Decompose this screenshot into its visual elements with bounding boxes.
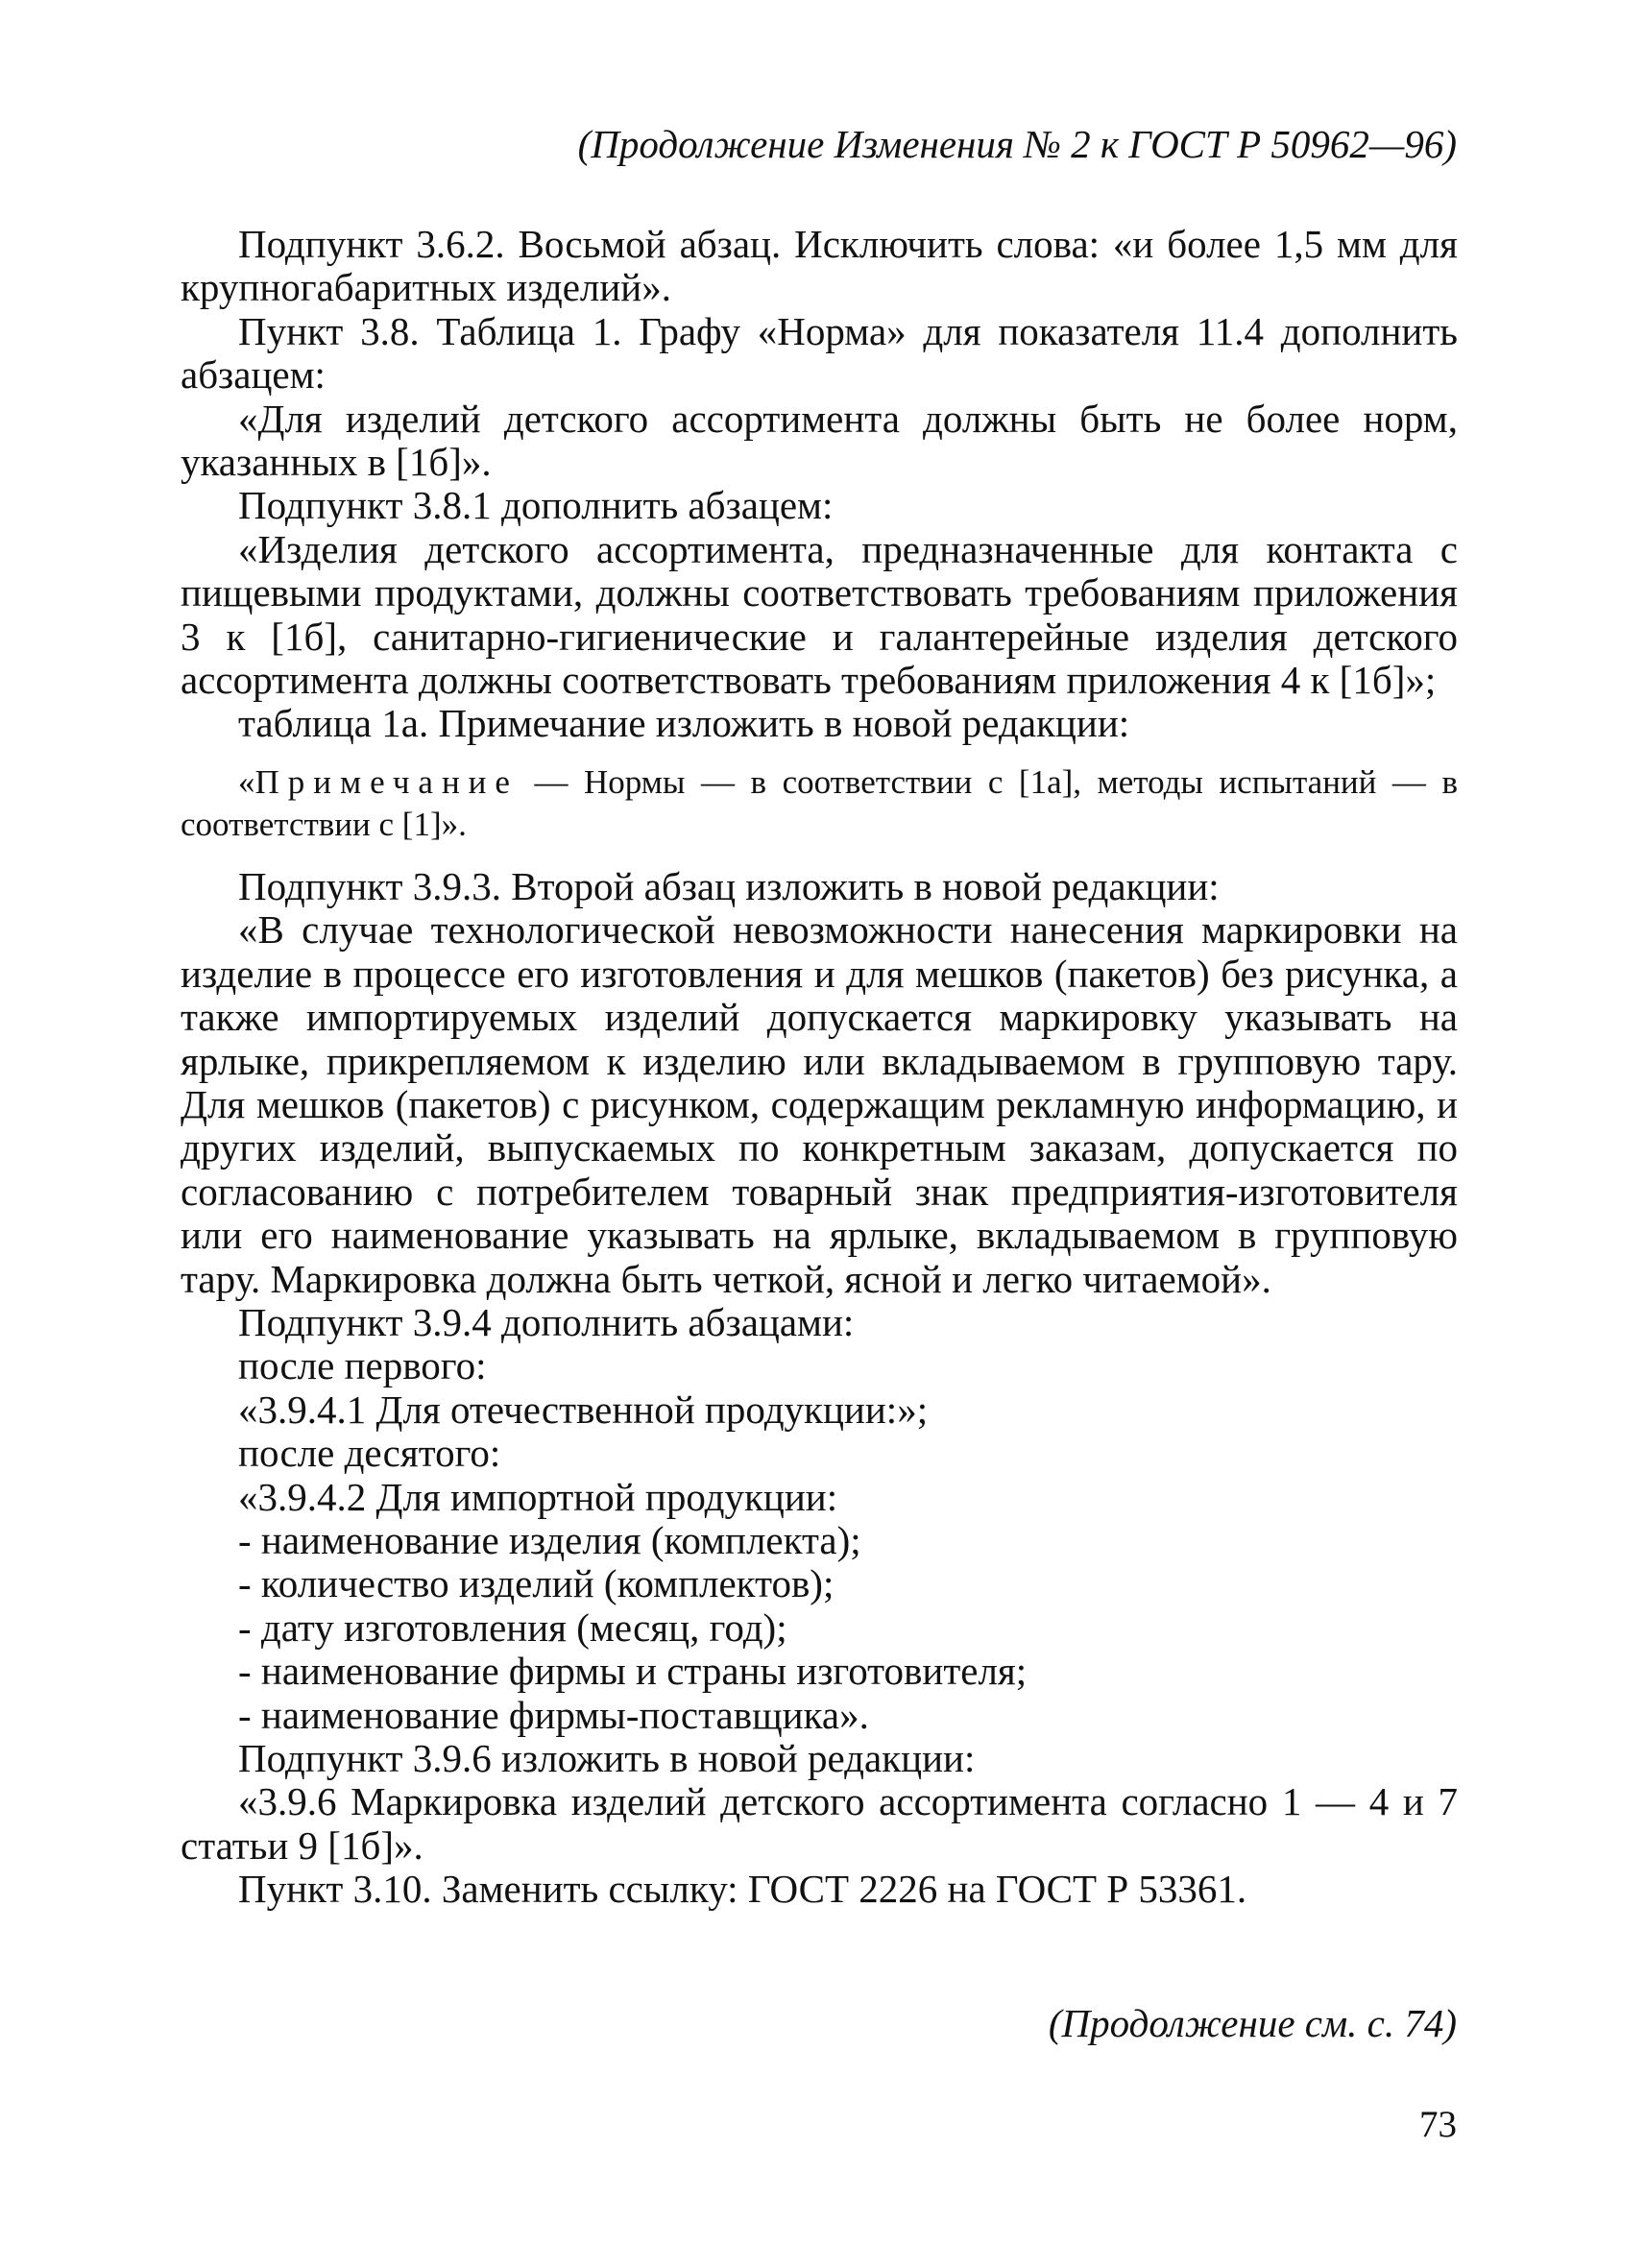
- paragraph: после первого:: [238, 1343, 487, 1388]
- paragraph: «3.9.4.1 Для отечественной продукции:»;: [238, 1387, 929, 1432]
- note-text: — Нормы — в соответствии с [1а], методы испытаний — в соответствии с [1]».: [181, 762, 1458, 843]
- paragraph: Подпункт 3.9.6 изложить в новой редакции:: [238, 1736, 976, 1780]
- page-number: 73: [1419, 2104, 1457, 2145]
- note-paragraph: [181, 761, 1458, 846]
- list-item: - наименование изделия (комплекта);: [238, 1517, 861, 1562]
- paragraph: «3.9.4.2 Для импортной продукции:: [238, 1474, 838, 1519]
- paragraph: Пункт 3.10. Заменить ссылку: ГОСТ 2226 на ГОСТ Р 53361.: [238, 1867, 1247, 1912]
- document-body: [181, 223, 1458, 1912]
- paragraph: Подпункт 3.9.4 дополнить абзацами:: [238, 1299, 855, 1344]
- list-item: - наименование фирмы и страны изготовителя;: [238, 1649, 1028, 1694]
- paragraph: Подпункт 3.8.1 дополнить абзацем:: [238, 483, 834, 528]
- paragraph: «Для изделий детского ассортимента должны быть не более норм, указанных в [1б]».: [181, 396, 1458, 485]
- continuation-note: (Продолжение см. с. 74): [1048, 2001, 1457, 2045]
- note-label: Примечание: [254, 762, 519, 801]
- running-title: (Продолжение Изменения № 2 к ГОСТ Р 50962—96): [577, 122, 1457, 166]
- paragraph: «В случае технологической невозможности нанесения маркировки на изделие в процессе его изготовления и для мешков (пакетов) без рисунка, а также импортируемых изделий допускается маркировку указывать на ярлыке, прикрепляемом к изделию или вкладываемом в групповую тару. Для мешков (пакетов) с рисунком, содержащим рекламную информацию, и других изделий, выпускаемых по конкретным заказам, допускается по согласованию с потребителем товарный знак предприятия-изготовителя или его наименование указывать на ярлыке, вкладываемом в групповую тару. Маркировка должна быть четкой, ясной и легко читаемой».: [181, 907, 1458, 1301]
- paragraph: таблица 1а. Примечание изложить в новой редакции:: [238, 701, 1130, 746]
- paragraph: Подпункт 3.6.2. Восьмой абзац. Исключить слова: «и более 1,5 мм для крупногабаритных изделий».: [181, 222, 1458, 310]
- paragraph: «3.9.6 Маркировка изделий детского ассортимента согласно 1 — 4 и 7 статьи 9 [1б]».: [181, 1779, 1458, 1868]
- note-open-quote: «: [238, 762, 255, 801]
- list-item: - наименование фирмы-поставщика».: [238, 1692, 869, 1737]
- paragraph: «Изделия детского ассортимента, предназначенные для контакта с пищевыми продуктами, должны соответствовать требованиям приложения 3 к [1б], санитарно-гигиенические и галантерейные изделия детского ассортимента должны соответствовать требованиям приложения 4 к [1б]»;: [181, 526, 1458, 703]
- paragraph: Пункт 3.8. Таблица 1. Графу «Норма» для показателя 11.4 дополнить абзацем:: [181, 308, 1458, 398]
- paragraph: после десятого:: [238, 1431, 501, 1476]
- paragraph: Подпункт 3.9.3. Второй абзац изложить в новой редакции:: [238, 863, 1220, 908]
- list-item: - дату изготовления (месяц, год);: [238, 1604, 787, 1650]
- list-item: - количество изделий (комплектов);: [238, 1561, 835, 1606]
